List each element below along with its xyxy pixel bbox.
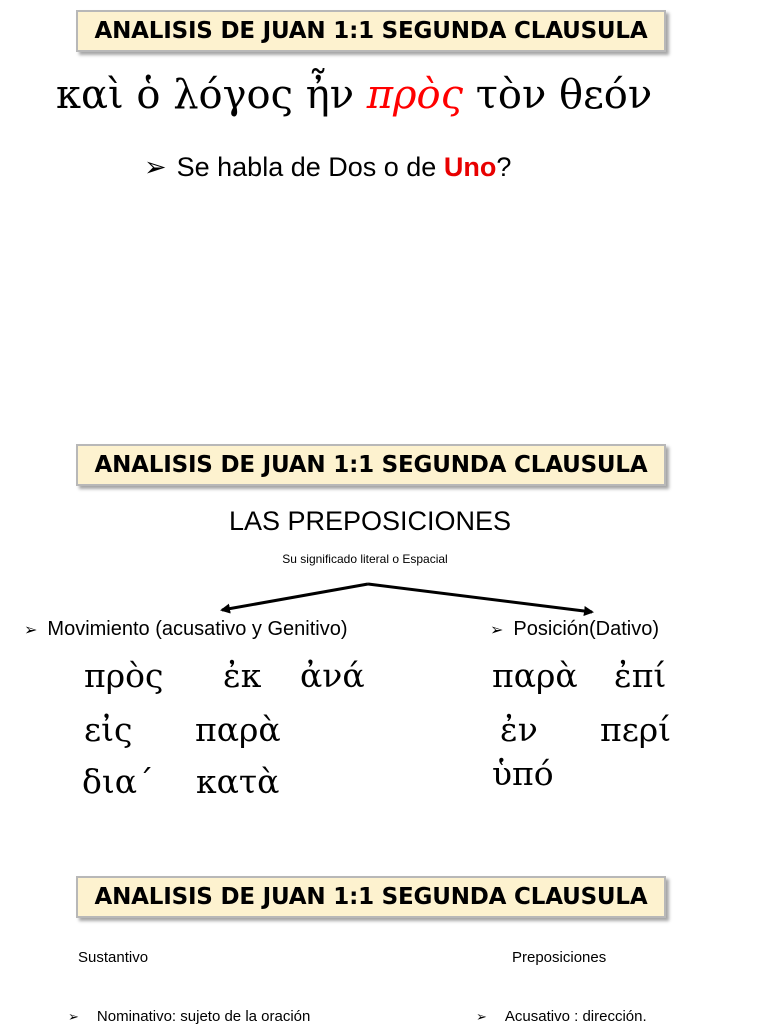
preposiciones-header: Preposiciones xyxy=(512,949,607,966)
greek-word: κατὰ xyxy=(196,762,280,801)
branch-movimiento xyxy=(24,618,348,641)
greek-word: ἐπί xyxy=(614,656,667,695)
sustantivo-header: Sustantivo xyxy=(78,949,149,966)
greek-word: ἀνά xyxy=(300,656,365,695)
slide2-title: ANALISIS DE JUAN 1:1 SEGUNDA CLAUSULA xyxy=(76,444,666,486)
question-highlight-uno: Uno xyxy=(443,152,497,182)
item-text: Nominativo: sujeto de la oración xyxy=(96,1008,311,1025)
greek-word: παρὰ xyxy=(195,710,281,749)
arrow-right xyxy=(368,584,592,612)
greek-word: περί xyxy=(600,710,672,749)
greek-word: εἰς xyxy=(84,710,133,749)
prepositions-heading: LAS PREPOSICIONES xyxy=(228,506,512,536)
greek-sentence-start: καὶ ὁ λόγος ἦν xyxy=(56,72,367,118)
slide1-title: ANALISIS DE JUAN 1:1 SEGUNDA CLAUSULA xyxy=(76,10,666,52)
greek-word: πρὸς xyxy=(84,656,164,695)
nominativo-item xyxy=(68,1008,310,1025)
greek-highlight-pros: πρὸς xyxy=(366,72,464,118)
greek-word: παρὰ xyxy=(492,656,578,695)
arrow-bullet-icon: ➢ xyxy=(490,622,504,639)
slide3-title: ANALISIS DE JUAN 1:1 SEGUNDA CLAUSULA xyxy=(76,876,666,918)
greek-word: ἐν xyxy=(500,710,538,749)
acusativo-item xyxy=(476,1008,647,1025)
branch-label: Posición(Dativo) xyxy=(513,618,660,640)
branch-posicion xyxy=(490,618,659,641)
greek-word: ὑπό xyxy=(492,754,554,793)
greek-word: δια΄ xyxy=(82,762,154,801)
greek-word: ἐκ xyxy=(223,656,262,695)
question-text-start: Se habla de Dos o de xyxy=(176,152,444,182)
greek-sentence-end: τὸν θεόν xyxy=(463,72,653,118)
item-text: Acusativo : dirección. xyxy=(504,1008,647,1025)
arrow-bullet-icon: ➢ xyxy=(476,1009,487,1024)
arrow-bullet-icon: ➢ xyxy=(144,152,167,182)
arrow-left xyxy=(222,584,368,610)
branch-label: Movimiento (acusativo y Genitivo) xyxy=(47,618,348,640)
question-text-end: ? xyxy=(496,152,512,182)
prepositions-subheading: Su significado literal o Espacial xyxy=(282,552,448,566)
arrow-bullet-icon: ➢ xyxy=(68,1009,79,1024)
arrow-bullet-icon: ➢ xyxy=(24,622,38,639)
